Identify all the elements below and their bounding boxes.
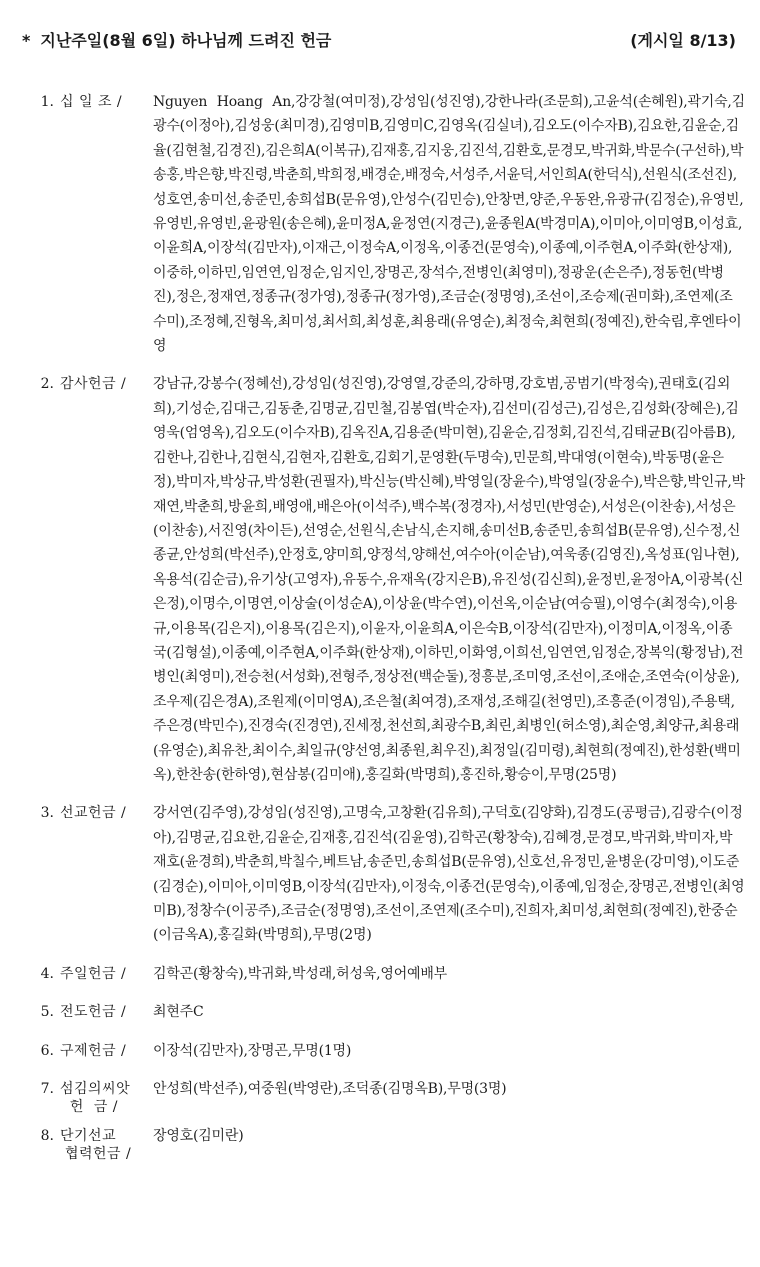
section-label: 구제헌금 / <box>60 1042 127 1059</box>
section-label: 감사헌금 / <box>60 376 127 393</box>
section-label: 십 일 조 / <box>60 94 123 110</box>
donor-list: Nguyen Hoang An,강강철(여미정),강성임(성진영),강한나라(조문희),고윤석(손혜원),곽기숙,김광수(이정아),김성웅(최미경),김영미B,김영미C,김영옥(김실녀),김오도(이수자B),김요한,김윤순,김율(김현철,김경진),김은희A(이복규),김재홍,김지웅,김진석,김환호,문경모,박귀화,박문수(구선하),박송홍,박은향,박진령,박춘희,박희정,배경순,배정숙,서성주,서윤덕,서인희A(한덕식),선원식(조선진),성호연,송미선,송준민,송희섭B(문유영),안성수(김민승),안창면,양준,우동완,유광규(김정순),유영빈,유영빈,유영빈,윤광원(송은혜),윤미정A,윤정연(지경근),윤종원A(박경미A),이미아,이미영B,이성효,이윤희A,이장석(김만자),이재근,이정숙A,이정옥,이종건(문영숙),이종예,이주현A,이주화(한상재),이중하,이하민,임연연,임정순,임지인,장명곤,장석수,전병인(최영미),정광운(손은주),정동헌(박병진),정은,정재연,정종규(정가영),정종규(정가영),조금순(정명영),조선이,조승제(권미화),조연제(조수미),조정혜,진형옥,최미성,최서희,최성훈,최용래(유영순),최정숙,최현희(정예진),한숙림,후엔타이영 <box>153 94 745 355</box>
section-number: 5. <box>40 1004 54 1021</box>
section-label: 주일헌금 / <box>60 965 127 982</box>
donor-list: 이장석(김만자),장명곤,무명(1명) <box>153 1042 352 1059</box>
notice-header <box>22 30 738 52</box>
section-label: 섬김의씨앗 헌 금 / <box>60 1081 131 1116</box>
section-number: 4. <box>40 965 54 982</box>
section-mission <box>22 801 745 947</box>
posted-date: (게시일 8/13) <box>630 31 736 50</box>
section-number: 2. <box>40 376 54 393</box>
section-number: 6. <box>40 1042 54 1059</box>
donor-list: 안성희(박선주),여중원(박영란),조덕종(김명옥B),무명(3명) <box>153 1081 507 1098</box>
section-thanksgiving <box>22 372 745 787</box>
section-short-term-mission <box>22 1124 738 1163</box>
section-evangelism <box>22 1000 738 1024</box>
header-title-group <box>22 30 331 52</box>
section-number: 3. <box>40 805 54 822</box>
donor-list: 강남규,강봉수(정혜선),강성임(성진영),강영열,강준의,강하명,강호범,공범기(박정숙),권태호(김외희),기성순,김대근,김동춘,김명균,김민철,김봉엽(박순자),김선미(김성근),김성은,김성화(장혜은),김영욱(엄영옥),김오도(이수자B),김옥진A,김용준(박미현),김윤순,김정회,김진석,김태균B(김아름B),김한나,김한나,김현식,김현자,김환호,김회기,문영환(두명숙),민문희,박대영(이현숙),박동명(윤은정),박미자,박상규,박성환(권필자),박신능(박신혜),박영일(장윤수),박영일(장윤수),박은향,박인규,박재연,박춘희,방윤희,배영애,배은아(이석주),백수복(정경자),서성민(반영순),서성은(이찬송),서성은(이찬송),서진영(차이든),선영순,선원식,손남식,손지해,송미선B,송준민,송희섭B(문유영),신수정,신종균,안성희(박선주),안정호,양미희,양정석,양해선,여수아(이순남),여욱종(김영진),옥성표(임나현),옥용석(김순금),유기상(고영자),유동수,유재옥(강지은B),유진성(김신희),윤정빈,윤정아A,이광복(신은정),이명수,이명연,이상술(이성순A),이상윤(박수연),이선옥,이순남(여승필),이영수(최정숙),이용규,이용목(김은지),이용목(김은지),이윤자,이윤희A,이은숙B,이장석(김만자),이정미A,이정옥,이종국(김형설),이종예,이주현A,이주화(한상재),이하민,이화영,이희선,임연연,임정순,장복익(황정남),전병인(최영미),전승천(서성화),전형주,정상전(백순둘),정흥분,조미영,조선이,조애순,조연숙(이상윤),조우제(김은경A),조원제(이미영A),조은철(최여경),조재성,조해길(천영민),조흥준(이경임),주용택,주은경(박민수),진경숙(진경연),진세정,천선희,최광수B,최린,최병인(허소영),최순영,최양규,최용래(유영순),최유찬,최이수,최일규(양선영,최종원,최우진),최정일(김미령),최현희(정예진),한성환(백미옥),한찬송(한하영),현삼봉(김미애),홍길화(박명희),홍진하,황승이,무명(25명) <box>153 376 745 783</box>
notice-title: 지난주일(8월 6일) 하나님께 드려진 헌금 <box>40 31 332 50</box>
section-relief <box>22 1039 738 1063</box>
section-tithe <box>22 90 745 358</box>
section-number: 7. <box>40 1081 54 1098</box>
donor-list: 강서연(김주영),강성임(성진영),고명숙,고창환(김유희),구덕호(김양화),김경도(공평금),김광수(이정아),김명균,김요한,김윤순,김재홍,김진석(김윤영),김학곤(황창숙),김혜경,문경모,박귀화,박미자,박재호(윤경희),박춘희,박칠수,베트남,송준민,송희섭B(문유영),신호선,유정민,윤병운(강미영),이도준(김경순),이미아,이미영B,이장석(김만자),이정숙,이종건(문영숙),이종예,임정순,장명곤,전병인(최영미B),정창수(이공주),조금순(정명영),조선이,조연제(조수미),진희자,최미성,최현희(정예진),한중순(이금옥A),홍길화(박명희),무명(2명) <box>153 805 745 944</box>
section-label: 선교헌금 / <box>60 805 127 822</box>
section-sunday <box>22 962 738 986</box>
section-label: 단기선교 협력헌금 / <box>60 1128 132 1163</box>
donor-list: 최현주C <box>153 1004 204 1021</box>
donor-list: 김학곤(황창숙),박귀화,박성래,허성욱,영어예배부 <box>153 965 448 982</box>
section-label: 전도헌금 / <box>60 1004 127 1021</box>
section-number: 1. <box>40 94 54 110</box>
asterisk-bullet: * <box>22 31 31 50</box>
section-number: 8. <box>40 1128 54 1145</box>
donor-list: 장영호(김미란) <box>153 1128 244 1145</box>
section-service-seed <box>22 1077 738 1116</box>
